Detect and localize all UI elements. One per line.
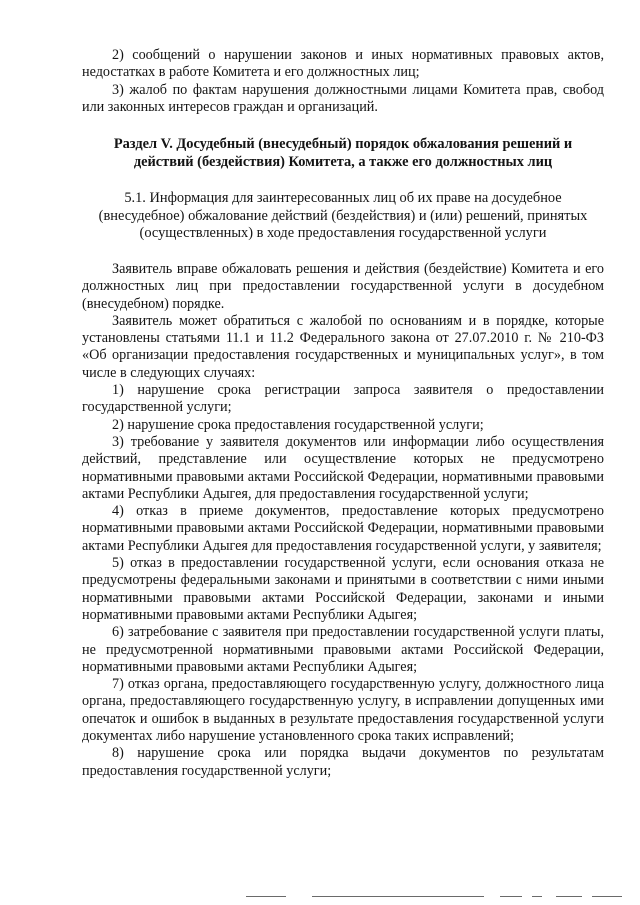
list-item: 8) нарушение срока или порядка выдачи документов по результатам предоставления государственной услуги;: [82, 745, 604, 779]
list-item: 1) нарушение срока регистрации запроса заявителя о предоставлении государственной услуги;: [82, 382, 604, 416]
list-item: 3) требование у заявителя документов или информации либо осуществления действий, представление или осуществление которых не предусмотрено нормативными правовыми актами Российской Федерации, нормативными правовыми актами Республики Адыгея, для предоставления государственной услуги;: [82, 433, 604, 502]
scan-artifact-lines: [0, 894, 640, 900]
scan-line: [246, 896, 286, 897]
scan-line: [556, 896, 582, 897]
subsection-heading: 5.1. Информация для заинтересованных лиц об их праве на досудебное (внесудебное) обжалование действий (бездействия) и (или) решений, принятых (осуществленных) в ходе предоставления государственной услуги: [98, 190, 588, 242]
scan-line: [592, 896, 622, 897]
list-item: 2) сообщений о нарушении законов и иных нормативных правовых актов, недостатках в работе Комитета и его должностных лиц;: [82, 47, 604, 81]
list-item: 4) отказ в приеме документов, предоставление которых предусмотрено нормативными правовыми актами Российской Федерации, нормативными правовыми актами Республики Адыгея для предоставления государственной услуги, у заявителя;: [82, 503, 604, 554]
spacer: [82, 243, 604, 261]
paragraph: Заявитель может обратиться с жалобой по основаниям и в порядке, которые установлены статьями 11.1 и 11.2 Федерального закона от 27.07.2010 г. № 210-ФЗ «Об организации предоставления государственных и муниципальных услуг», в том числе в следующих случаях:: [82, 312, 604, 381]
list-item: 5) отказ в предоставлении государственной услуги, если основания отказа не предусмотрены федеральными законами и принятыми в соответствии с ними иными нормативными правовыми актами Российской Федерации, законами и иными нормативными правовыми актами Республики Адыгея;: [82, 555, 604, 623]
scan-line: [532, 896, 542, 897]
scan-line: [500, 896, 522, 897]
section-heading: Раздел V. Досудебный (внесудебный) порядок обжалования решений и действий (бездействия) Комитета, а также его должностных лиц: [113, 136, 573, 171]
document-body: [82, 47, 604, 780]
paragraph: Заявитель вправе обжаловать решения и действия (бездействие) Комитета и его должностных лиц при предоставлении государственной услуги в досудебном (внесудебном) порядке.: [82, 260, 604, 312]
list-item: 6) затребование с заявителя при предоставлении государственной услуги платы, не предусмотренной нормативными правовыми актами Российской Федерации, нормативными правовыми актами Республики Адыгея;: [82, 624, 604, 675]
list-item: 7) отказ органа, предоставляющего государственную услугу, должностного лица органа, предоставляющего государственную услугу, в исправлении допущенных ими опечаток и ошибок в выданных в результате предоставления государственной услуги документах либо нарушение установленного срока таких исправлений;: [82, 676, 604, 744]
scan-line: [312, 896, 484, 897]
list-item: 3) жалоб по фактам нарушения должностными лицами Комитета прав, свобод или законных интересов граждан и организаций.: [82, 81, 604, 115]
list-item: 2) нарушение срока предоставления государственной услуги;: [112, 416, 484, 433]
